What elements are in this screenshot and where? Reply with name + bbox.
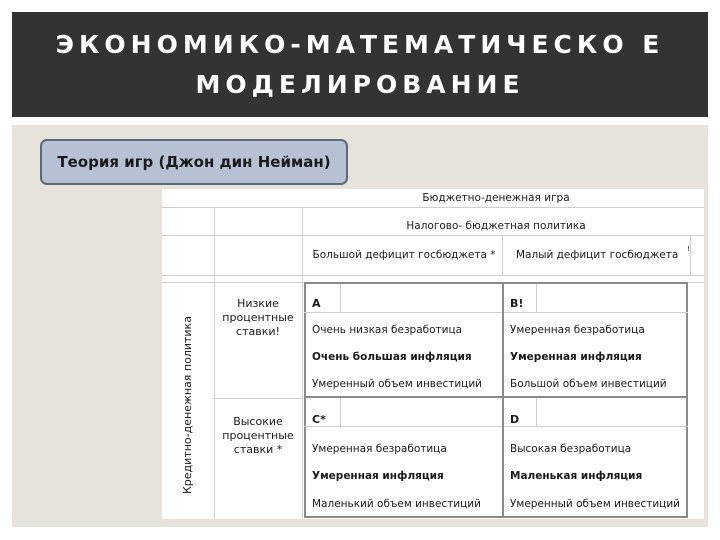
callout-box [40,139,348,185]
slide-title: ЭКОНОМИКО-МАТЕМАТИЧЕСКО Е МОДЕЛИРОВАНИЕ [55,29,665,99]
cell-b-line3: Большой объем инвестиций [510,378,667,390]
grid-line [302,207,303,519]
grid-line [536,284,537,312]
grid-line [690,235,691,275]
grid-line [214,398,302,399]
game-table [162,189,704,519]
grid-line [162,275,704,276]
grid-line [340,398,341,426]
game-title: Бюджетно-денежная игра [422,192,570,204]
grid-line [502,282,504,518]
grid-line [536,398,537,426]
cell-c-label: C* [312,413,326,426]
grid-line [504,312,688,313]
cell-a-line3: Умеренный объем инвестиций [312,378,482,390]
grid-line [340,284,341,312]
cell-b-line2: Умеренная инфляция [510,351,642,363]
col-header-large-deficit: Большой дефицит госбюджета * [312,249,496,261]
fiscal-policy-header: Налогово- бюджетная политика [406,220,586,232]
cell-b-label: B! [510,297,524,310]
grid-line [304,396,688,398]
grid-line [214,207,215,519]
monetary-policy-header: Кредитно-денежная политика [181,316,194,494]
cell-d-line3: Умеренный объем инвестиций [510,498,680,510]
cell-b-line1: Умеренная безработица [510,324,645,336]
cell-a-label: A [312,297,321,310]
cell-d-label: D [510,413,520,426]
cell-d-line2: Маленькая инфляция [510,470,643,482]
row-header-high-rates: Высокие процентные ставки * [222,415,294,456]
cell-d-line1: Высокая безработица [510,443,632,455]
slide-header [12,12,708,117]
cell-c-line1: Умеренная безработица [312,443,447,455]
grid-line [162,207,704,208]
cell-c-line2: Умеренная инфляция [312,470,444,482]
cell-a-line2: Очень большая инфляция [312,351,472,363]
outcome-box [304,282,688,518]
col-header-small-deficit: Малый дефицит госбюджета [516,249,679,261]
grid-line [162,235,704,236]
cell-a-line1: Очень низкая безработица [312,324,463,336]
row-header-low-rates: Низкие процентные ставки! [222,297,294,338]
cell-c-line3: Маленький объем инвестиций [312,498,481,510]
grid-line [502,235,503,275]
callout-text: Теория игр (Джон дин Нейман) [57,152,331,171]
grid-line [304,312,502,313]
grid-line [304,426,502,427]
grid-line [504,426,688,427]
col-header-mark: ! [687,245,690,253]
